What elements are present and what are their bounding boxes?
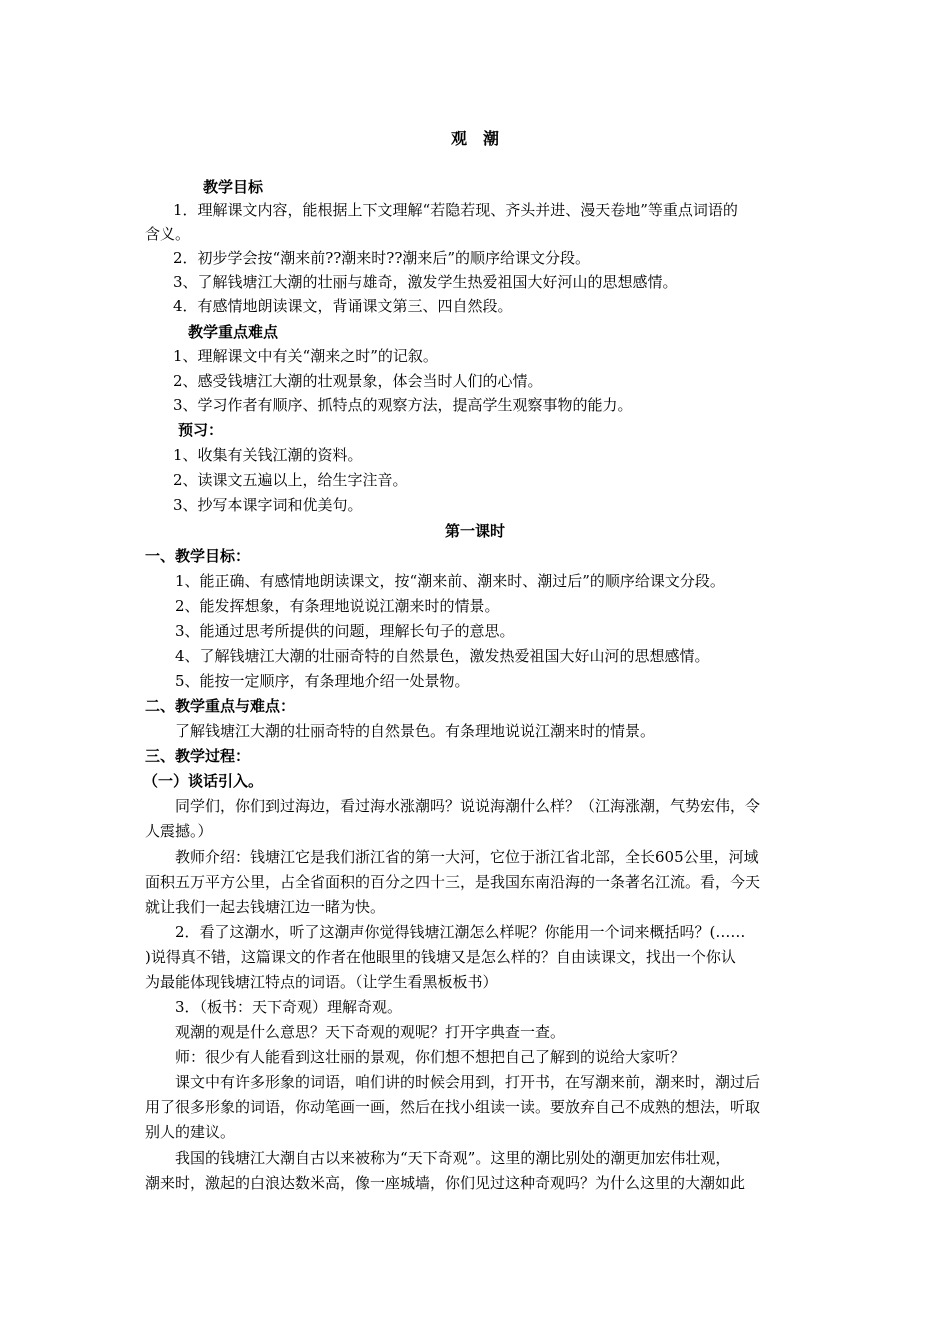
objective-3: 3、了解钱塘江大潮的壮丽与雄奇，激发学生热爱祖国大好河山的思想感情。 bbox=[173, 273, 678, 291]
objective-1a: 1．理解课文内容，能根据上下文理解“若隐若现、齐头并进、漫天卷地”等重点词语的 bbox=[173, 201, 738, 219]
lesson-heading: 第一课时 bbox=[444, 522, 505, 540]
paragraph-5: 观潮的观是什么意思？天下奇观的观呢？打开字典查一查。 bbox=[175, 1023, 566, 1041]
heading-preview: 预习： bbox=[178, 421, 224, 439]
paragraph-7-line-2: 用了很多形象的词语，你动笔画一画，然后在找小组读一读。要放弃自己不成熟的想法，听取 bbox=[145, 1098, 761, 1116]
section-2-heading: 二、教学重点与难点： bbox=[145, 697, 296, 715]
paragraph-1-line-2: 人震撼。） bbox=[145, 822, 213, 840]
paragraph-3-line-2: )说得真不错，这篇课文的作者在他眼里的钱塘又是怎么样的？自由读课文，找出一个你认 bbox=[145, 948, 736, 966]
paragraph-2-line-1: 教师介绍：钱塘江它是我们浙江省的第一大河，它位于浙江省北部，全长605公里，河域 bbox=[175, 848, 759, 866]
lesson-objective-4: 4、了解钱塘江大潮的壮丽奇特的自然景色，激发热爱祖国大好山河的思想感情。 bbox=[175, 647, 710, 665]
preview-3: 3、抄写本课字词和优美句。 bbox=[173, 496, 363, 514]
paragraph-6: 师：很少有人能看到这壮丽的景观，你们想不想把自己了解到的说给大家听？ bbox=[175, 1048, 686, 1066]
paragraph-3-line-3: 为最能体现钱塘江特点的词语。（让学生看黑板板书） bbox=[145, 973, 498, 991]
section-2-text: 了解钱塘江大潮的壮丽奇特的自然景色。有条理地说说江潮来时的情景。 bbox=[175, 722, 656, 740]
section-3-heading: 三、教学过程： bbox=[145, 747, 251, 765]
paragraph-8-line-1: 我国的钱塘江大潮自古以来被称为“天下奇观”。这里的潮比别处的潮更加宏伟壮观， bbox=[175, 1149, 731, 1167]
preview-1: 1、收集有关钱江潮的资料。 bbox=[173, 446, 363, 464]
objective-4: 4．有感情地朗读课文，背诵课文第三、四自然段。 bbox=[173, 297, 513, 315]
lesson-objective-5: 5、能按一定顺序，有条理地介绍一处景物。 bbox=[175, 672, 470, 690]
paragraph-8-line-2: 潮来时，激起的白浪达数米高，像一座城墙，你们见过这种奇观吗？为什么这里的大潮如此 bbox=[145, 1174, 746, 1192]
subsection-1-heading: （一）谈话引入。 bbox=[143, 772, 264, 790]
heading-key-points: 教学重点难点 bbox=[188, 323, 279, 341]
paragraph-4: 3．（板书：天下奇观）理解奇观。 bbox=[175, 998, 403, 1016]
paragraph-2-line-3: 就让我们一起去钱塘江边一睹为快。 bbox=[145, 898, 386, 916]
lesson-objective-1: 1、能正确、有感情地朗读课文，按“潮来前、潮来时、潮过后”的顺序给课文分段。 bbox=[175, 572, 725, 590]
section-1-heading: 一、教学目标： bbox=[145, 547, 251, 565]
page-title: 观 潮 bbox=[450, 129, 499, 148]
heading-objectives: 教学目标 bbox=[203, 178, 264, 196]
paragraph-2-line-2: 面积五万平方公里，占全省面积的百分之四十三，是我国东南沿海的一条著名江流。看，今天 bbox=[145, 873, 761, 891]
paragraph-3-line-1: 2．看了这潮水，听了这潮声你觉得钱塘江潮怎么样呢？你能用一个词来概括吗？(…… bbox=[175, 923, 746, 941]
objective-2: 2．初步学会按“潮来前??潮来时??潮来后”的顺序给课文分段。 bbox=[173, 249, 591, 267]
lesson-objective-3: 3、能通过思考所提供的问题，理解长句子的意思。 bbox=[175, 622, 515, 640]
key-point-2: 2、感受钱塘江大潮的壮观景象，体会当时人们的心情。 bbox=[173, 372, 543, 390]
key-point-1: 1、理解课文中有关“潮来之时”的记叙。 bbox=[173, 347, 438, 365]
paragraph-1-line-1: 同学们，你们到过海边，看过海水涨潮吗？说说海潮什么样？（江海涨潮，气势宏伟，令 bbox=[175, 797, 761, 815]
objective-1b: 含义。 bbox=[145, 225, 191, 243]
key-point-3: 3、学习作者有顺序、抓特点的观察方法，提高学生观察事物的能力。 bbox=[173, 396, 633, 414]
preview-2: 2、读课文五遍以上，给生字注音。 bbox=[173, 471, 408, 489]
paragraph-7-line-1: 课文中有许多形象的词语，咱们讲的时候会用到，打开书，在写潮来前，潮来时，潮过后 bbox=[175, 1073, 761, 1091]
lesson-objective-2: 2、能发挥想象，有条理地说说江潮来时的情景。 bbox=[175, 597, 500, 615]
paragraph-7-line-3: 别人的建议。 bbox=[145, 1123, 236, 1141]
